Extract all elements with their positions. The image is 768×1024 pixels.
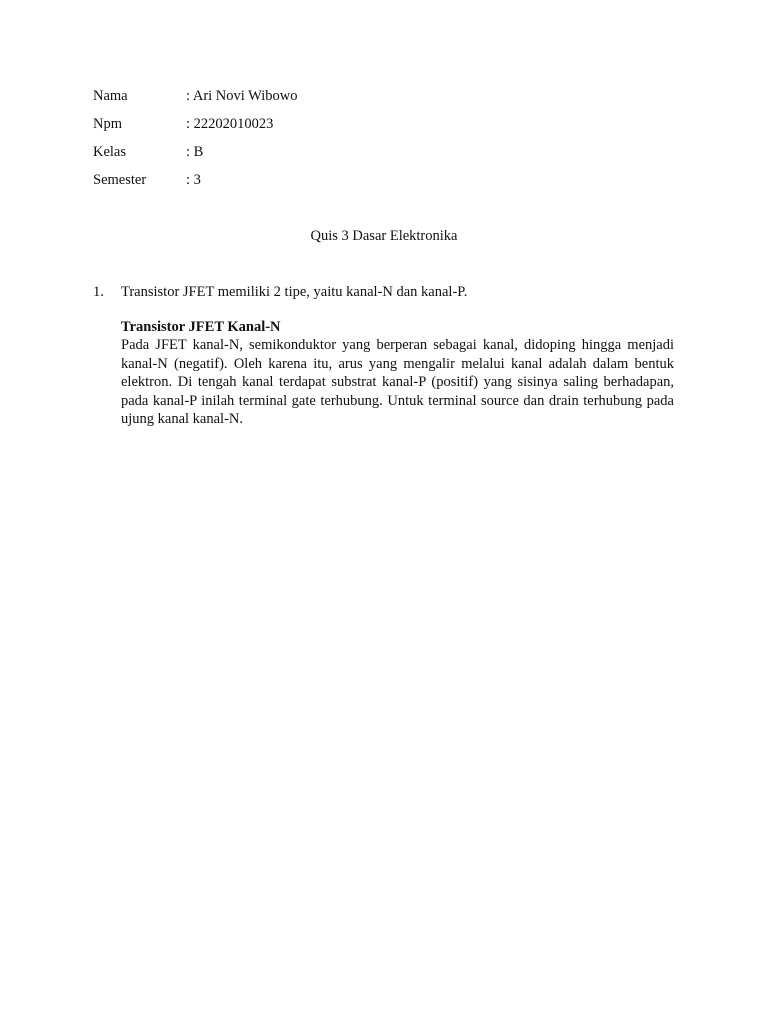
section-body: Pada JFET kanal-N, semikonduktor yang berperan sebagai kanal, didoping hingga menjadi kanal-N (negatif). Oleh karena itu, arus yang mengalir melalui kanal adalah dalam bentuk elektron. Di tengah kanal terdapat substrat kanal-P (positif) yang sisinya saling berhadapan, pada kanal-P inilah terminal gate terhubung. Untuk terminal source dan drain terhubung pada ujung kanal kanal-N.	[121, 337, 674, 428]
question-text: Transistor JFET memiliki 2 tipe, yaitu kanal-N dan kanal-P.	[121, 284, 468, 300]
info-value: : Ari Novi Wibowo	[186, 88, 298, 104]
section-heading: Transistor JFET Kanal-N	[121, 319, 281, 335]
info-label: Npm	[93, 116, 122, 132]
info-label: Kelas	[93, 144, 127, 160]
info-value: : B	[186, 144, 204, 160]
info-value: : 22202010023	[186, 116, 274, 132]
document-title: Quis 3 Dasar Elektronika	[310, 228, 458, 244]
info-row-nama	[93, 86, 298, 114]
info-value: : 3	[186, 172, 201, 188]
info-label: Semester	[93, 172, 147, 188]
question-number: 1.	[93, 284, 104, 300]
info-label: Nama	[93, 88, 128, 104]
info-row-semester	[93, 170, 298, 198]
info-row-npm	[93, 114, 298, 142]
info-row-kelas	[93, 142, 298, 170]
student-info	[93, 86, 298, 198]
answer-section	[121, 318, 674, 429]
